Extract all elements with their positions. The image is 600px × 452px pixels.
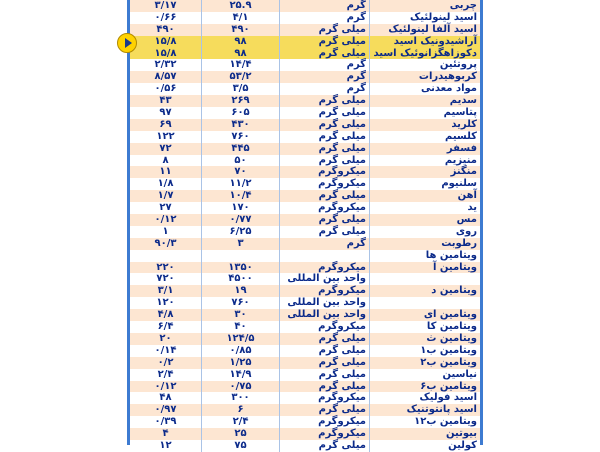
table-row xyxy=(130,321,480,333)
value-per-100g: ۱۰/۴ xyxy=(202,190,280,202)
nutrient-name: اسید لینولئیک xyxy=(410,11,477,23)
value-per-100g: ۱۱/۲ xyxy=(202,178,280,190)
nutrient-name xyxy=(370,297,480,309)
table-row xyxy=(130,48,480,60)
unit-cell: میلی گرم xyxy=(280,440,370,452)
nutrient-name: کولین xyxy=(448,439,477,451)
value-per-100g: ۳۰ xyxy=(202,309,280,321)
value-per-100ml: ۰/۹۷ xyxy=(130,404,202,416)
value-per-100ml: ۹۰/۳ xyxy=(130,238,202,250)
nutrient-name: ویتامین ها xyxy=(425,249,477,261)
nutrient-name: منگنز xyxy=(450,166,477,178)
unit-cell: میکروگرم xyxy=(280,321,370,333)
value-per-100ml: ۷۲ xyxy=(130,143,202,155)
value-per-100ml: ۱۲۲ xyxy=(130,131,202,143)
value-per-100ml: ۱۲ xyxy=(130,440,202,452)
table-row xyxy=(130,416,480,428)
unit-cell: میلی گرم xyxy=(280,345,370,357)
value-per-100g: ۳ xyxy=(202,238,280,250)
table-row xyxy=(130,119,480,131)
value-per-100g: ۲۵ xyxy=(202,428,280,440)
nutrient-name: مواد معدنی xyxy=(421,83,477,95)
nutrient-name: کلرید xyxy=(451,118,477,130)
value-per-100ml: ۴/۸ xyxy=(130,309,202,321)
nutrient-name: ویتامین ب۱۲ xyxy=(414,416,477,428)
value-per-100ml: ۰/۵۶ xyxy=(130,83,202,95)
nutrient-name: ید xyxy=(467,202,477,214)
table-row xyxy=(130,24,480,36)
value-per-100ml: ۰/۲ xyxy=(130,357,202,369)
value-per-100ml: ۴۹۰ xyxy=(130,24,202,36)
nutrient-name: ویتامین کا xyxy=(426,321,477,333)
unit-cell: گرم xyxy=(280,12,370,24)
table-row xyxy=(130,36,480,48)
value-per-100g: ۵۰ xyxy=(202,155,280,167)
nutrient-name: دکوزاهگزانوئیک اسید xyxy=(373,47,477,59)
value-per-100ml: ۰/۱۴ xyxy=(130,345,202,357)
nutrient-name: اسید پانتوتنیک xyxy=(406,404,477,416)
table-row xyxy=(130,262,480,274)
table-row xyxy=(130,250,480,262)
nutrient-name: سلنیوم xyxy=(441,178,477,190)
table-row xyxy=(130,226,480,238)
nutrient-name: فسفر xyxy=(446,142,477,154)
unit-cell: میلی گرم xyxy=(280,155,370,167)
value-per-100ml: ۲/۳۲ xyxy=(130,59,202,71)
unit-cell: میکروگرم xyxy=(280,428,370,440)
table-row xyxy=(130,333,480,345)
unit-cell: گرم xyxy=(280,71,370,83)
value-per-100ml: ۲/۴ xyxy=(130,369,202,381)
value-per-100ml: ۷۲۰ xyxy=(130,273,202,285)
unit-cell: میکروگرم xyxy=(280,262,370,274)
table-row xyxy=(130,95,480,107)
unit-cell: میلی گرم xyxy=(280,24,370,36)
table-row xyxy=(130,345,480,357)
unit-cell: میکروگرم xyxy=(280,392,370,404)
unit-cell: میکروگرم xyxy=(280,178,370,190)
unit-cell: واحد بین المللی xyxy=(280,273,370,285)
nutrient-name: ویتامین ای xyxy=(423,309,477,321)
value-per-100g: ۶ xyxy=(202,404,280,416)
unit-cell: میلی گرم xyxy=(280,107,370,119)
nutrient-name: ویتامین ب۶ xyxy=(420,380,477,392)
value-per-100g: ۶۰۵ xyxy=(202,107,280,119)
value-per-100ml: ۲۷ xyxy=(130,202,202,214)
unit-cell: میلی گرم xyxy=(280,369,370,381)
nutrition-table xyxy=(127,0,483,451)
unit-cell: واحد بین المللی xyxy=(280,297,370,309)
value-per-100g: ۲/۴ xyxy=(202,416,280,428)
value-per-100g: ۵۳/۲ xyxy=(202,71,280,83)
value-per-100g: ۱۳۵۰ xyxy=(202,262,280,274)
nutrient-name: ویتامین ب۱ xyxy=(420,344,477,356)
value-per-100g: ۹۸ xyxy=(202,36,280,48)
table-row xyxy=(130,309,480,321)
table-row xyxy=(130,59,480,71)
value-per-100ml: ۶/۴ xyxy=(130,321,202,333)
unit-cell: میلی گرم xyxy=(280,36,370,48)
value-per-100g: ۱۲۴/۵ xyxy=(202,333,280,345)
nutrient-name: آهن xyxy=(457,190,477,202)
unit-cell: میلی گرم xyxy=(280,119,370,131)
value-per-100g: ۴۵۰۰ xyxy=(202,273,280,285)
nutrient-name xyxy=(370,273,480,285)
value-per-100g: ۱۷۰ xyxy=(202,202,280,214)
nutrient-name: پتاسیم xyxy=(443,107,477,119)
nutrient-name: ویتامین آ xyxy=(433,261,477,273)
unit-cell: گرم xyxy=(280,0,370,12)
table-row xyxy=(130,143,480,155)
value-per-100ml: ۳/۱۷ xyxy=(130,0,202,12)
table-row xyxy=(130,369,480,381)
value-per-100ml: ۶۹ xyxy=(130,119,202,131)
value-per-100ml: ۱۱ xyxy=(130,166,202,178)
value-per-100ml: ۰/۱۲ xyxy=(130,214,202,226)
value-per-100g: ۱/۲۵ xyxy=(202,357,280,369)
unit-cell: میلی گرم xyxy=(280,190,370,202)
unit-cell: میلی گرم xyxy=(280,404,370,416)
nutrient-name: آراشیدونیک اسید xyxy=(393,35,477,47)
table-row xyxy=(130,297,480,309)
value-per-100ml: ۱ xyxy=(130,226,202,238)
value-per-100ml: ۳/۱ xyxy=(130,285,202,297)
nutrient-name: سدیم xyxy=(449,95,477,107)
value-per-100g: ۰/۸۵ xyxy=(202,345,280,357)
value-per-100g: ۷۶۰ xyxy=(202,131,280,143)
value-per-100g: ۷۰ xyxy=(202,166,280,178)
value-per-100ml: ۲۰ xyxy=(130,333,202,345)
table-row xyxy=(130,131,480,143)
value-per-100g: ۷۵ xyxy=(202,440,280,452)
value-per-100ml: ۰/۳۹ xyxy=(130,416,202,428)
nutrient-name: ویتامین ث xyxy=(426,332,477,344)
nutrient-name: بیوتین xyxy=(446,428,477,440)
unit-cell: گرم xyxy=(280,83,370,95)
unit-cell: میلی گرم xyxy=(280,131,370,143)
table-row xyxy=(130,404,480,416)
table-row xyxy=(130,238,480,250)
nutrient-name: کربوهیدرات xyxy=(418,71,477,83)
unit-cell: میکروگرم xyxy=(280,416,370,428)
value-per-100g: ۲۶۹ xyxy=(202,95,280,107)
value-per-100g: ۹۸ xyxy=(202,48,280,60)
unit-cell: میلی گرم xyxy=(280,357,370,369)
unit-cell: میلی گرم xyxy=(280,381,370,393)
value-per-100ml: ۱/۷ xyxy=(130,190,202,202)
unit-cell: واحد بین المللی xyxy=(280,309,370,321)
value-per-100g: ۶/۲۵ xyxy=(202,226,280,238)
unit-cell: میکروگرم xyxy=(280,285,370,297)
value-per-100ml: ۰/۱۲ xyxy=(130,381,202,393)
table-row xyxy=(130,214,480,226)
nutrient-name: چربی xyxy=(449,0,477,11)
nutrient-name: ویتامین د xyxy=(431,285,477,297)
table-row xyxy=(130,83,480,95)
value-per-100g: ۱۹ xyxy=(202,285,280,297)
value-per-100g: ۴۰ xyxy=(202,321,280,333)
unit-cell: میکروگرم xyxy=(280,166,370,178)
nutrient-name: روی xyxy=(455,225,477,237)
nutrient-name: اسید فولیک xyxy=(419,392,477,404)
value-per-100ml: ۱۵/۸ xyxy=(130,36,202,48)
nutrient-name: مس xyxy=(456,214,477,226)
value-per-100g: ۰/۷۷ xyxy=(202,214,280,226)
value-per-100ml: ۱۵/۸ xyxy=(130,48,202,60)
value-per-100g: ۴۴۵ xyxy=(202,143,280,155)
value-per-100g: ۱۴/۴ xyxy=(202,59,280,71)
value-per-100g: ۳/۵ xyxy=(202,83,280,95)
unit-cell: میلی گرم xyxy=(280,143,370,155)
pointer-arrow-icon[interactable] xyxy=(117,33,137,53)
table-row xyxy=(130,273,480,285)
table-row xyxy=(130,155,480,167)
value-per-100g: ۴/۱ xyxy=(202,12,280,24)
value-per-100ml: ۴ xyxy=(130,428,202,440)
value-per-100ml: ۴۳ xyxy=(130,95,202,107)
nutrient-name: اسید آلفا لینولئیک xyxy=(388,23,477,35)
value-per-100ml: ۸ xyxy=(130,155,202,167)
value-per-100ml: ۲۲۰ xyxy=(130,262,202,274)
unit-cell: میکروگرم xyxy=(280,202,370,214)
value-per-100ml: ۱/۸ xyxy=(130,178,202,190)
value-per-100g: ۱۴/۹ xyxy=(202,369,280,381)
table-row xyxy=(130,357,480,369)
table-row xyxy=(130,202,480,214)
unit-cell: میلی گرم xyxy=(280,333,370,345)
nutrient-name: کلسیم xyxy=(445,130,477,142)
value-per-100ml: ۴۸ xyxy=(130,392,202,404)
table-row xyxy=(130,166,480,178)
nutrient-name: نیاسین xyxy=(442,368,477,380)
unit-cell xyxy=(280,250,370,262)
value-per-100ml xyxy=(130,250,202,262)
nutrient-name: پروتئین xyxy=(439,59,477,71)
table-row xyxy=(130,440,480,452)
table-row xyxy=(130,12,480,24)
value-per-100g: ۲۵.۹ xyxy=(202,0,280,12)
table-row xyxy=(130,190,480,202)
table-row xyxy=(130,381,480,393)
nutrient-name: رطوبت xyxy=(441,237,477,249)
unit-cell: گرم xyxy=(280,238,370,250)
unit-cell: میلی گرم xyxy=(280,95,370,107)
value-per-100g: ۷۶۰ xyxy=(202,297,280,309)
value-per-100g xyxy=(202,250,280,262)
table-row xyxy=(130,285,480,297)
nutrient-name: ویتامین ب۲ xyxy=(420,356,477,368)
table-row xyxy=(130,0,480,12)
value-per-100ml: ۰/۶۶ xyxy=(130,12,202,24)
nutrient-name: منیزیم xyxy=(444,154,477,166)
unit-cell: میلی گرم xyxy=(280,48,370,60)
unit-cell: میلی گرم xyxy=(280,226,370,238)
value-per-100g: ۳۰۰ xyxy=(202,392,280,404)
table-row xyxy=(130,178,480,190)
value-per-100g: ۴۳۰ xyxy=(202,119,280,131)
table-row xyxy=(130,71,480,83)
table-row xyxy=(130,392,480,404)
table-row xyxy=(130,107,480,119)
value-per-100g: ۴۹۰ xyxy=(202,24,280,36)
table-row xyxy=(130,428,480,440)
value-per-100ml: ۸/۵۷ xyxy=(130,71,202,83)
unit-cell: میلی گرم xyxy=(280,214,370,226)
value-per-100ml: ۱۲۰ xyxy=(130,297,202,309)
unit-cell: گرم xyxy=(280,59,370,71)
value-per-100g: ۰/۷۵ xyxy=(202,381,280,393)
value-per-100ml: ۹۷ xyxy=(130,107,202,119)
